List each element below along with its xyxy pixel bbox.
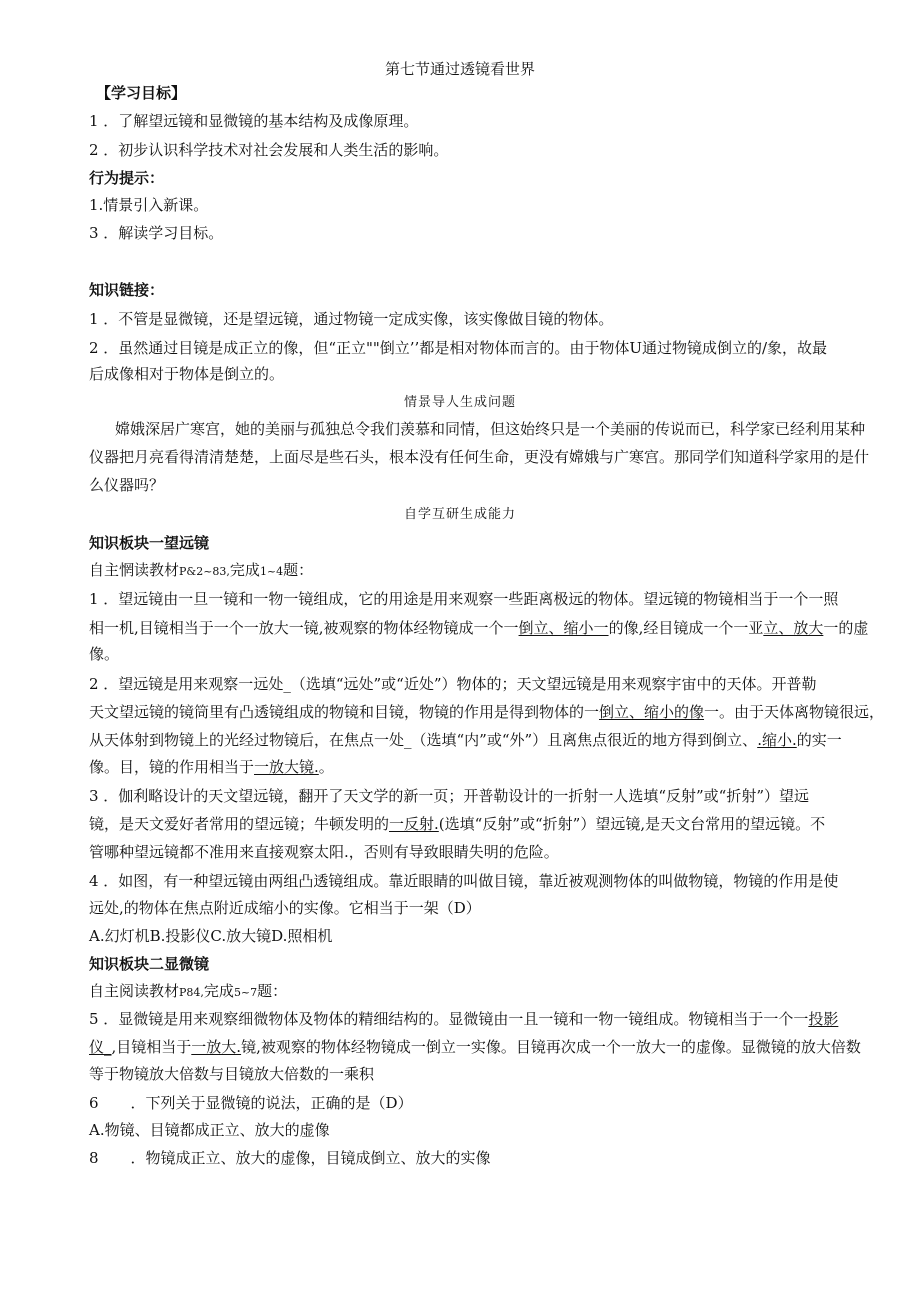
block1-intro-pages: P&2~83, (179, 565, 230, 578)
q5-answer-1b: 仪_ (89, 1038, 112, 1056)
q5-answer-1a: 投影 (808, 1010, 839, 1028)
scene-line-1: 嫦娥深居广寒宫，她的美丽与孤独总令我们羡慕和同情，但这始终只是一个美丽的传说而已，科学家已经利用某种 (115, 420, 866, 438)
q5-line-1-a: 5 ．显微镜是用来观察细微物体及物体的精细结构的。显微镜由一且一镜和一物一镜组成。物镜相当于一个一 (89, 1010, 809, 1028)
q1-answer-2: 立、放大 (763, 619, 824, 637)
q3-line-2-b: (选填“反射”或“折射”）望远镜,是天文台常用的望远镜。不 (438, 815, 826, 833)
q6-line (89, 1092, 413, 1114)
q2-line-4 (89, 756, 334, 778)
q3-answer: 一反射. (389, 815, 439, 833)
q2-answer-1: 倒立、缩小的像 (599, 703, 705, 721)
q4-line-2: 远处,的物体在焦点附近成缩小的实像。它相当于一架（D） (89, 899, 481, 917)
block2-intro (89, 980, 287, 1004)
q2-line-4-b: 。 (318, 758, 334, 776)
block2-intro-pages: P84, (179, 986, 204, 999)
q8-line (89, 1147, 491, 1169)
self-study-heading: 自学互研生成能力 (403, 507, 516, 522)
block1-intro-text-3: 题： (283, 561, 314, 579)
q1-line-2 (89, 617, 868, 639)
q2-line-2-a: 天文望远镜的镜筒里有凸透镜组成的物镜和目镜，物镜的作用是得到物体的一 (89, 703, 600, 721)
q1-line-2-c: 一的虚 (823, 619, 869, 637)
tip-item-1: 1.情景引入新课。 (89, 196, 209, 214)
q2-line-3-b: 的实一 (796, 731, 842, 749)
q6-text: ．下列关于显微镜的说法，正确的是（D） (130, 1094, 413, 1112)
goal-item-1: 1 ．了解望远镜和显微镜的基本结构及成像原理。 (89, 112, 419, 130)
tip-item-2: 3 ．解读学习目标。 (89, 224, 224, 242)
block2-intro-text: 自主阅读教材 (89, 982, 180, 1000)
block2-intro-range: 5~7 (233, 986, 258, 999)
q5-line-3: 等于物镜放大倍数与目镜放大倍数的一乘积 (89, 1065, 375, 1083)
block1-intro (89, 559, 313, 583)
q2-answer-2: .缩小. (757, 731, 797, 749)
q2-answer-3: 一放大镜. (254, 758, 319, 776)
link-item-2-line-2: 后成像相对于物体是倒立的。 (89, 365, 285, 383)
block2-intro-text-2: 完成 (203, 982, 234, 1000)
q5-answer-2: 一放大. (191, 1038, 242, 1056)
q8-text: ．物镜成正立、放大的虚像，目镜成倒立、放大的实像 (130, 1149, 491, 1167)
block2-intro-text-3: 题： (257, 982, 288, 1000)
q1-line-3: 像。 (89, 645, 120, 663)
link-item-2-line-1: 2 ．虽然通过目镜是成正立的像，但“正立""倒立’’都是相对物体而言的。由于物体U通过物镜成倒立的/象，故最 (89, 339, 828, 357)
q1-line-2-b: 的像,经目镜成一个一亚 (608, 619, 764, 637)
scene-line-3: 么仪器吗？ (89, 476, 165, 494)
q5-line-1 (89, 1008, 838, 1030)
block1-intro-range: 1~4 (259, 565, 284, 578)
q4-options: A.幻灯机B.投影仪C.放大镜D.照相机 (89, 927, 333, 945)
q6-option-a: A.物镜、目镜都成正立、放大的虚像 (89, 1121, 330, 1139)
q1-line-1: 1 ．望远镜由一旦一镜和一物一镜组成，它的用途是用来观察一些距离极远的物体。望远镜的物镜相当于一个一照 (89, 590, 839, 608)
q3-line-2 (89, 813, 825, 835)
page-title: 第七节通过透镜看世界 (384, 60, 535, 78)
q5-line-2-b: 镜,被观察的物体经物镜成一倒立一实像。目镜再次成一个一放大一的虚像。显微镜的放大倍数 (241, 1038, 861, 1056)
scene-line-2: 仪器把月亮看得清清楚楚，上面尽是些石头，根本没有任何生命，更没有嫦娥与广寒宫。那同学们知道科学家用的是什 (89, 448, 870, 466)
q6-number: 6 (89, 1094, 99, 1112)
q8-number: 8 (89, 1149, 99, 1167)
q2-line-3 (89, 729, 842, 751)
goal-item-2: 2 ．初步认识科学技术对社会发展和人类生活的影响。 (89, 141, 449, 159)
q3-line-2-a: 镜，是天文爱好者常用的望远镜；牛顿发明的 (89, 815, 390, 833)
q2-line-3-a: 从天体射到物镜上的光经过物镜后，在焦点一处_（选填“内”或“外”）且离焦点很近的地方得到倒立、 (89, 731, 758, 749)
goals-heading: 【学习目标】 (96, 84, 187, 102)
q4-line-1: 4 ．如图，有一种望远镜由两组凸透镜组成。靠近眼睛的叫做目镜，靠近被观测物体的叫做物镜，物镜的作用是使 (89, 872, 839, 890)
q2-line-4-a: 像。目，镜的作用相当于 (89, 758, 255, 776)
link-item-1: 1 ．不管是显微镜，还是望远镜，通过物镜一定成实像，该实像做目镜的物体。 (89, 310, 614, 328)
block2-heading: 知识板块二显微镜 (89, 955, 210, 973)
tips-heading: 行为提示： (89, 169, 165, 187)
q3-line-3: 管哪种望远镜都不准用来直接观察太阳.，否则有导致眼睛失明的危险。 (89, 843, 559, 861)
q5-line-2-a: ,目镜相当于 (111, 1038, 192, 1056)
q5-line-2 (89, 1036, 861, 1058)
scene-heading: 情景导人生成问题 (403, 395, 516, 410)
q1-line-2-a: 相一机,目镜相当于一个一放大一镜,被观察的物体经物镜成一个一 (89, 619, 519, 637)
link-heading: 知识链接： (89, 281, 165, 299)
q2-line-1: 2 ．望远镜是用来观察一远处_（选填“远处”或“近处”）物体的；天文望远镜是用来观察宇宙中的天体。开普勒 (89, 675, 817, 693)
block1-intro-text: 自主惘读教材 (89, 561, 180, 579)
q1-answer-1: 倒立、缩小一 (518, 619, 609, 637)
block1-intro-text-2: 完成 (229, 561, 260, 579)
q2-line-2 (89, 701, 884, 723)
q3-line-1: 3 ．伽利略设计的天文望远镜，翻开了天文学的新一页；开普勒设计的一折射一人选填“反射”或“折射”）望远 (89, 787, 809, 805)
q2-line-2-b: 一。由于天体离物镜很远， (704, 703, 885, 721)
block1-heading: 知识板块一望远镜 (89, 534, 210, 552)
